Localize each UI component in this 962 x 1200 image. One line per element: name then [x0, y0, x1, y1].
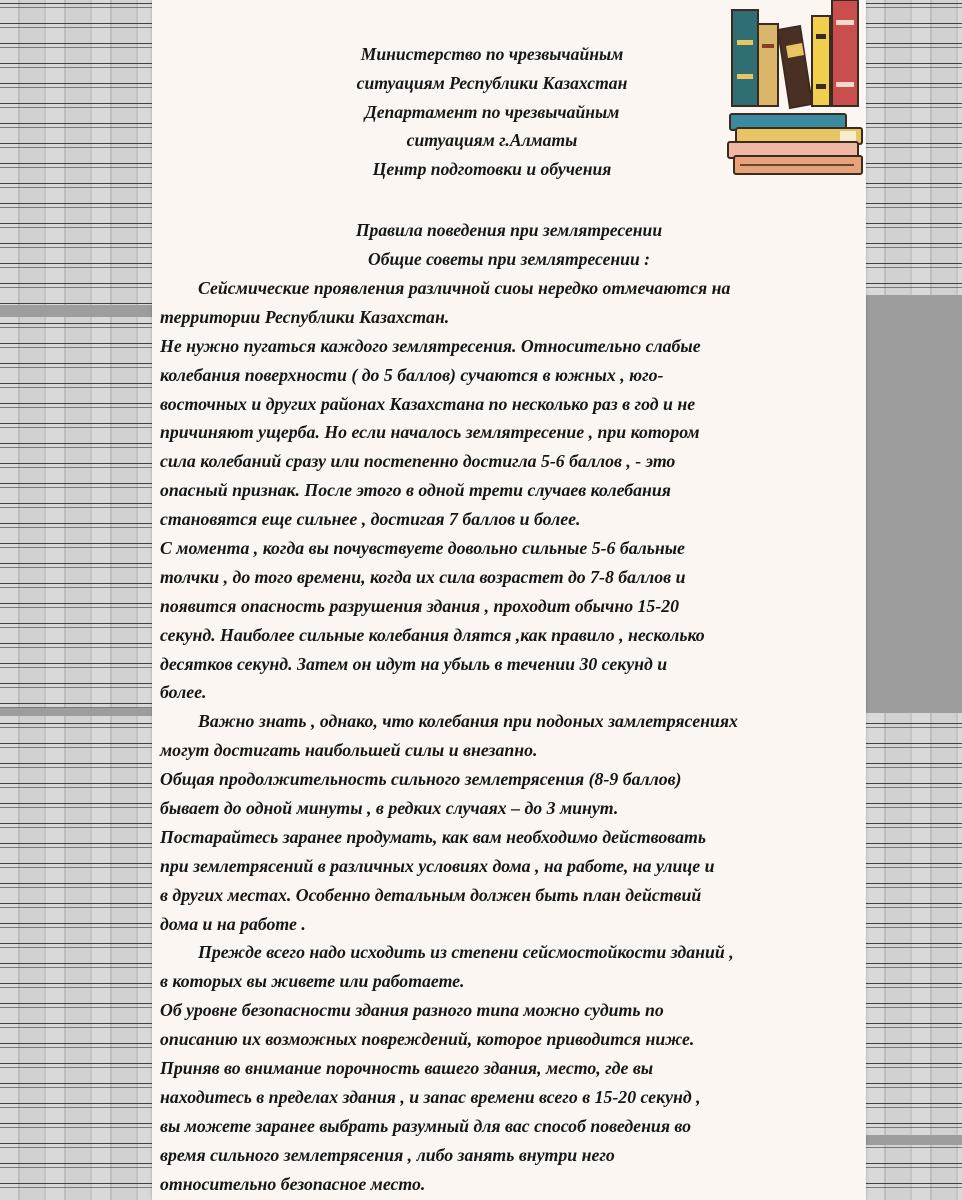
body-line: более. — [160, 682, 207, 703]
body-line: восточных и других районах Казахстана по несколько раз в год и не — [160, 393, 696, 414]
background-gap — [866, 1135, 962, 1145]
background-gap — [0, 708, 152, 716]
body-line: Важно знать , однако, что колебания при подоных замлетрясениях — [198, 711, 738, 732]
document-title: Правила поведения при землятресении — [355, 220, 663, 240]
body-line: колебания поверхности ( до 5 баллов) сучаются в южных , юго- — [160, 364, 664, 385]
background-gap — [0, 305, 152, 317]
body-line: Об уровне безопасности здания разного типа можно судить по — [160, 1000, 664, 1021]
body-line: Сейсмические проявления различной сиоы нередко отмечаются на — [198, 278, 731, 298]
body-line: в которых вы живете или работаете. — [160, 971, 465, 992]
body-line: становятся еще сильнее , достигая 7 баллов и более. — [160, 509, 581, 530]
body-line: сила колебаний сразу или постепенно достигла 5-6 баллов , - это — [160, 451, 676, 472]
body-line: территории Республики Казахстан. — [160, 306, 450, 327]
header-line-5: Центр подготовки и обучения — [372, 159, 612, 180]
body-line: Приняв во внимание порочность вашего здания, место, где вы — [160, 1058, 654, 1079]
body-line: Общая продолжительность сильного землетрясения (8-9 баллов) — [160, 769, 682, 790]
header-line-4: ситуациям г.Алматы — [406, 130, 578, 151]
body-line: С момента , когда вы почувствуете довольно сильные 5-6 бальные — [160, 538, 685, 559]
body-line: Не нужно пугаться каждого землятресения. Относительно слабые — [160, 335, 701, 356]
body-line: секунд. Наиболее сильные колебания длятся ,как правило , несколько — [160, 624, 705, 645]
document-header — [282, 40, 702, 184]
document-titles — [152, 216, 866, 274]
body-line: могут достигать наибольшей силы и внезапно. — [160, 740, 538, 761]
body-line: появится опасность разрушения здания , проходит обычно 15-20 — [160, 595, 680, 616]
body-line: описанию их возможных повреждений, которое приводится ниже. — [160, 1029, 695, 1050]
body-line: толчки , до того времени, когда их сила возрастет до 7-8 баллов и — [160, 566, 686, 587]
body-line: Прежде всего надо исходить из степени сейсмостойкости зданий , — [198, 942, 734, 963]
body-line: Постарайтесь заранее продумать, как вам необходимо действовать — [160, 826, 706, 847]
header-line-2: ситуациям Республики Казахстан — [356, 72, 628, 93]
body-line: десятков секунд. Затем он идут на убыль в течении 30 секунд и — [160, 653, 668, 674]
body-line: вы можете заранее выбрать разумный для вас способ поведения во — [160, 1115, 692, 1136]
document-subtitle: Общие советы при землятресении : — [368, 249, 650, 269]
background-gap — [866, 295, 962, 713]
body-line: относительно безопасное место. — [160, 1173, 426, 1194]
body-line: дома и на работе . — [160, 913, 306, 934]
body-line: время сильного землетрясения , либо занять внутри него — [160, 1144, 615, 1165]
body-line: бывает до одной минуты , в редких случаях – до 3 минут. — [160, 798, 619, 819]
body-line: опасный признак. После этого в одной трети случаев колебания — [160, 480, 671, 501]
header-line-1: Министерство по чрезвычайным — [360, 44, 624, 64]
document-sheet — [152, 0, 866, 1200]
body-line: в других местах. Особенно детальным должен быть план действий — [160, 884, 702, 905]
header-line-3: Департамент по чрезвычайным — [364, 101, 620, 122]
document-body — [160, 274, 864, 1199]
background-newspaper-left — [0, 0, 152, 1200]
body-line: находитесь в пределах здания , и запас времени всего в 15-20 секунд , — [160, 1086, 701, 1107]
books-icon — [726, 0, 866, 184]
body-line: при землетрясений в различных условиях дома , на работе, на улице и — [160, 855, 715, 876]
body-line: причиняют ущерба. Но если началось землятресение , при котором — [160, 422, 700, 443]
